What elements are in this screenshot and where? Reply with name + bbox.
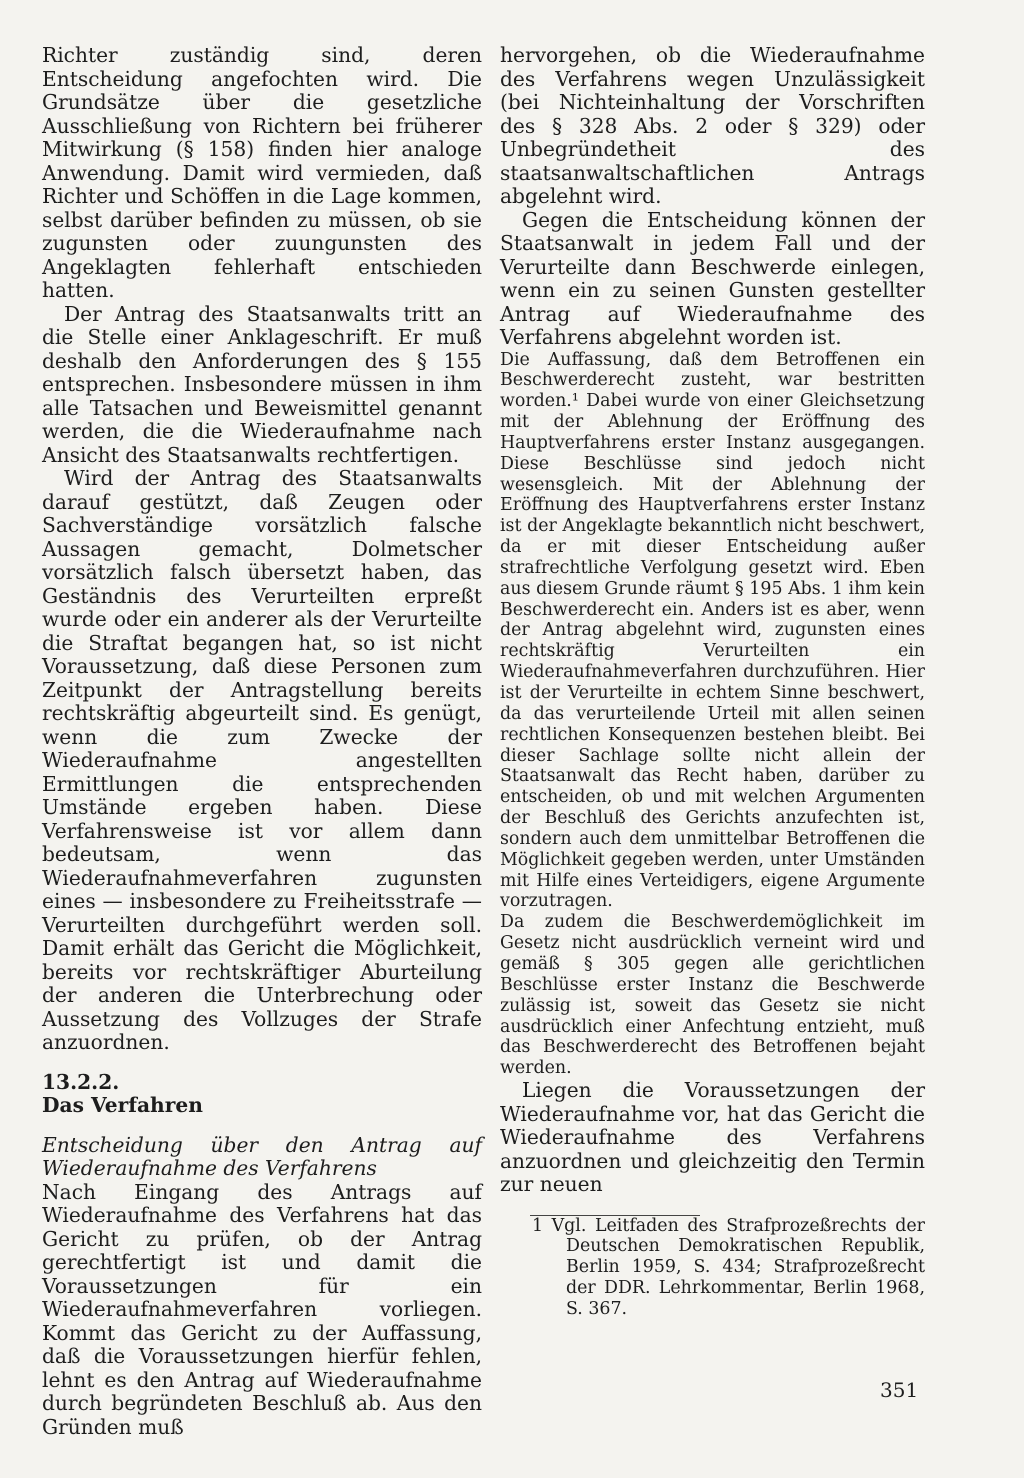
paragraph: Der Antrag des Staatsanwalts tritt an die Stelle einer Anklageschrift. Er muß deshalb den Anforderungen des § 155 entsprechen. Insbesondere müssen in ihm alle Tatsachen und Beweismittel genannt werden, die die Wiederaufnahme nach Ansicht des Staatsanwalts rechtfertigen. [42,301,482,467]
small-print-paragraph: Die Auffassung, daß dem Betroffenen ein Beschwerderecht zusteht, war bestritten worden.¹ Dabei wurde von einer Gleichsetzung mit der Ablehnung der Eröffnung des Hauptverfahrens erster Instanz ausgegangen. Diese Beschlüsse sind jedoch nicht wesensgleich. Mit der Ablehnung der Eröffnung des Hauptverfahrens erster Instanz ist der Angeklagte bekanntlich nicht beschwert, da er mit dieser Entscheidung außer strafrechtliche Verfolgung gesetzt wird. Eben aus diesem Grunde räumt § 195 Abs. 1 ihm kein Beschwerderecht ein. Anders ist es aber, wenn der Antrag abgelehnt wird, zugunsten eines rechtskräftig Verurteilten ein Wiederaufnahmeverfahren durchzuführen. Hier ist der Verurteilte in echtem Sinne beschwert, da das verurteilende Urteil mit allen seinen rechtlichen Konsequenzen bestehen bleibt. Bei dieser Sachlage sollte nicht allein der Staatsanwalt das Recht haben, darüber zu entscheiden, ob und mit welchen Argumenten der Beschluß des Gerichts anzufechten ist, sondern auch dem unmittelbar Betroffenen die Möglichkeit gegeben werden, unter Umständen mit Hilfe eines Verteidigers, eigene Argumente vorzutragen. [500,349,925,912]
paragraph: Wird der Antrag des Staatsanwalts darauf gestützt, daß Zeugen oder Sachverständige vorsätzlich falsche Aussagen gemacht, Dolmetscher vorsätzlich falsch übersetzt haben, das Geständnis des Verurteilten erpreßt wurde oder ein anderer als der Verurteilte die Straftat begangen hat, so ist nicht Voraussetzung, daß diese Personen zum Zeitpunkt der Antragstellung bereits rechtskräftig abgeurteilt sind. Es genügt, wenn die zum Zwecke der Wiederaufnahme angestellten Ermittlungen die entsprechenden Umstände ergeben haben. Diese Verfahrensweise ist vor allem dann bedeutsam, wenn das Wiederaufnahmeverfahren zugunsten eines — insbesondere zu Freiheitsstrafe — Verurteilten durchgeführt werden soll. Damit erhält das Gericht die Möglichkeit, bereits vor rechtskräftiger Aburteilung der anderen die Unterbrechung oder Aussetzung des Vollzuges der Strafe anzuordnen. [42,466,482,1054]
paragraph: Nach Eingang des Antrags auf Wiederaufnahme des Verfahrens hat das Gericht zu prüfen, ob der Antrag gerechtfertigt ist und damit die Voraussetzungen für ein Wiederaufnahmeverfahren vorliegen. Kommt das Gericht zu der Auffassung, daß die Voraussetzungen hierfür fehlen, lehnt es den Antrag auf Wiederaufnahme durch begründeten Beschluß ab. Aus den Gründen muß [42,1179,482,1439]
small-print-paragraph: Da zudem die Beschwerdemöglichkeit im Gesetz nicht ausdrücklich verneint wird und gemäß § 305 gegen alle gerichtlichen Beschlüsse erster Instanz die Beschwerde zulässig ist, soweit das Gesetz sie nicht ausdrücklich einer Anfechtung entzieht, muß das Beschwerderecht des Betroffenen bejaht werden. [500,912,925,1079]
page-number: 351 [880,1378,919,1402]
paragraph: Richter zuständig sind, deren Entscheidung angefochten wird. Die Grundsätze über die gesetzliche Ausschließung von Richtern bei früherer Mitwirkung (§ 158) finden hier analoge Anwendung. Damit wird vermieden, daß Richter und Schöffen in die Lage kommen, selbst darüber befinden zu müssen, ob sie zugunsten oder zuungunsten des Angeklagten fehlerhaft entschieden hatten. [42,43,482,302]
paragraph: Gegen die Entscheidung können der Staatsanwalt in jedem Fall und der Verurteilte dann Beschwerde einlegen, wenn ein zu seinen Gunsten gestellter Antrag auf Wiederaufnahme des Verfahrens abgelehnt worden ist. [500,207,925,349]
right-column [500,44,925,1320]
section-title: Das Verfahren [42,1093,203,1117]
left-column [42,44,482,1439]
subheading: Entscheidung über den Antrag auf Wiederaufnahme des Verfahrens [42,1132,482,1180]
footnote: 1 Vgl. Leitfaden des Strafprozeßrechts der Deutschen Demokratischen Republik, Berlin 1959, S. 434; Strafprozeßrecht der DDR. Lehrkommentar, Berlin 1968, S. 367. [532,1215,925,1319]
section-number: 13.2.2. [42,1069,120,1094]
paragraph: Liegen die Voraussetzungen der Wiederaufnahme vor, hat das Gericht die Wiederaufnahme des Verfahrens anzuordnen und gleichzeitig den Termin zur neuen [500,1078,925,1197]
paragraph: hervorgehen, ob die Wiederaufnahme des Verfahrens wegen Unzulässigkeit (bei Nichteinhaltung der Vorschriften des § 328 Abs. 2 oder § 329) oder Unbegründetheit des staatsanwaltschaftlichen Antrags abgelehnt wird. [500,43,925,208]
